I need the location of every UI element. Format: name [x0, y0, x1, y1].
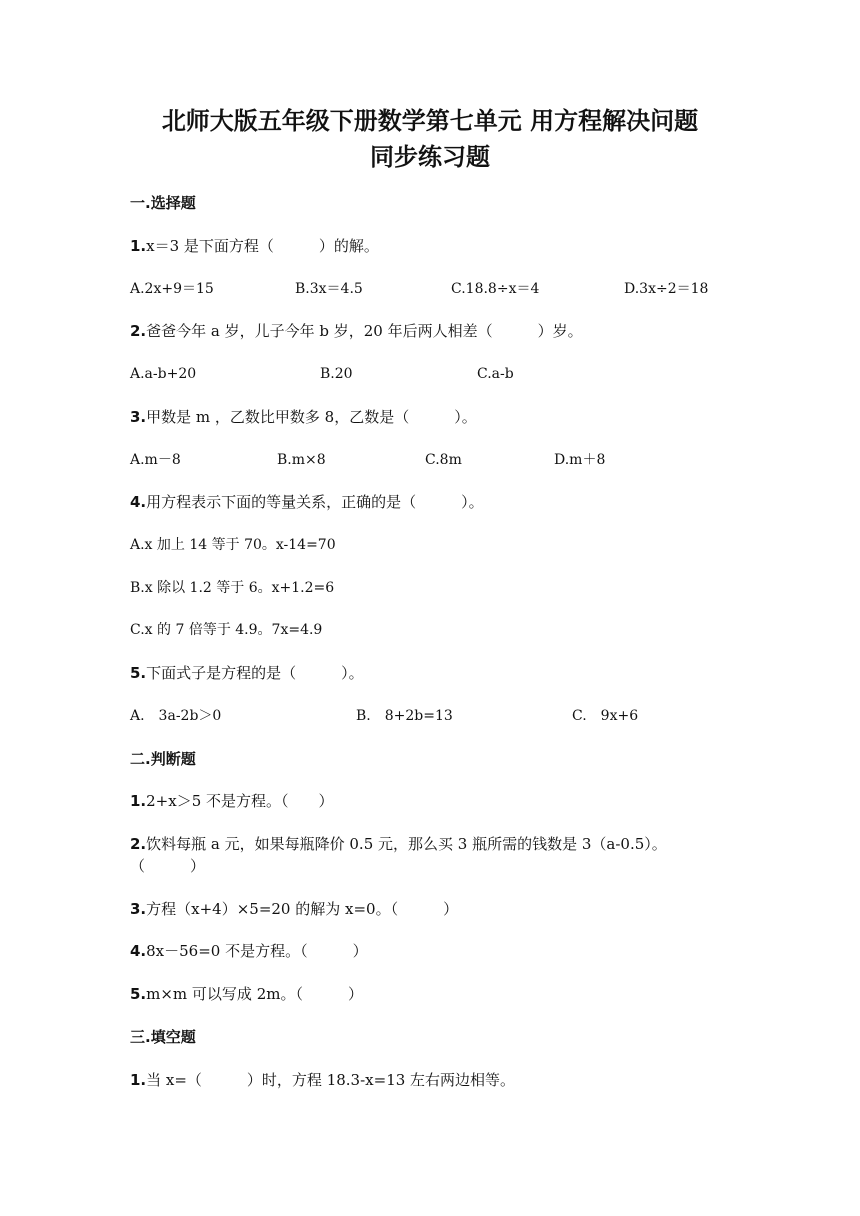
choice-2-option-c: C.a-b [477, 366, 514, 382]
question-text: 8x－56=0 不是方程。（ ） [146, 942, 368, 960]
choice-4-option-a: A.x 加上 14 等于 70。x-14=70 [130, 537, 336, 553]
question-number: 2. [130, 835, 147, 853]
choice-question-3 [130, 407, 740, 427]
document-title: 北师大版五年级下册数学第七单元 用方程解决问题 [161, 107, 699, 135]
choice-3-option-a: A.m－8 [130, 452, 181, 468]
choice-question-2 [130, 321, 740, 341]
question-text: 爸爸今年 a 岁，儿子今年 b 岁，20 年后两人相差（ ）岁。 [146, 322, 583, 340]
question-number: 1. [130, 237, 147, 255]
choice-4-option-c: C.x 的 7 倍等于 4.9。7x=4.9 [130, 622, 323, 638]
choice-3-option-b: B.m×8 [277, 452, 326, 468]
choice-5-option-a: A. 3a-2b＞0 [130, 708, 222, 724]
judge-question-4 [130, 941, 740, 961]
choice-3-option-c: C.8m [425, 452, 462, 468]
question-number: 2. [130, 322, 147, 340]
question-number: 1. [130, 1071, 147, 1089]
choice-1-option-b: B.3x＝4.5 [295, 281, 363, 297]
section-heading-fill: 三.填空题 [130, 1028, 196, 1046]
question-text: 饮料每瓶 a 元，如果每瓶降价 0.5 元，那么买 3 瓶所需的钱数是 3（a-0.5）。 [146, 835, 667, 853]
choice-2-option-b: B.20 [320, 366, 353, 382]
question-text: 下面式子是方程的是（ ）。 [146, 664, 364, 682]
choice-5-option-b: B. 8+2b=13 [356, 708, 453, 724]
question-text: 2+x＞5 不是方程。（ ） [146, 792, 334, 810]
judge-question-5 [130, 984, 740, 1004]
question-number: 5. [130, 985, 147, 1003]
judge-question-2 [130, 834, 740, 854]
question-number: 4. [130, 493, 147, 511]
judge-question-3 [130, 899, 740, 919]
choice-3-option-d: D.m＋8 [554, 452, 606, 468]
choice-2-option-a: A.a-b+20 [130, 366, 197, 382]
question-number: 1. [130, 792, 147, 810]
choice-1-option-a: A.2x+9＝15 [130, 281, 214, 297]
fill-question-1 [130, 1070, 740, 1090]
question-text: m×m 可以写成 2m。（ ） [146, 985, 363, 1003]
question-text: 甲数是 m ，乙数比甲数多 8，乙数是（ ）。 [146, 408, 477, 426]
choice-5-option-c: C. 9x+6 [572, 708, 639, 724]
document-subtitle: 同步练习题 [370, 143, 490, 171]
question-text: x＝3 是下面方程（ ）的解。 [146, 237, 379, 255]
choice-4-option-b: B.x 除以 1.2 等于 6。x+1.2=6 [130, 580, 335, 596]
choice-question-4 [130, 492, 740, 512]
question-number: 3. [130, 408, 147, 426]
question-text: 当 x=（ ）时，方程 18.3-x=13 左右两边相等。 [146, 1071, 516, 1089]
choice-1-option-c: C.18.8÷x＝4 [451, 281, 540, 297]
question-number: 3. [130, 900, 147, 918]
question-number: 5. [130, 664, 147, 682]
question-number: 4. [130, 942, 147, 960]
judge-question-2-answer-blank: （ ） [130, 857, 206, 875]
question-text: 方程（x+4）×5=20 的解为 x=0。（ ） [146, 900, 459, 918]
choice-question-1 [130, 236, 740, 256]
section-heading-choice: 一.选择题 [130, 194, 196, 212]
choice-1-option-d: D.3x÷2＝18 [624, 281, 709, 297]
choice-question-5 [130, 663, 740, 683]
question-text: 用方程表示下面的等量关系，正确的是（ ）。 [146, 493, 484, 511]
section-heading-judge: 二.判断题 [130, 750, 196, 768]
judge-question-1 [130, 791, 740, 811]
